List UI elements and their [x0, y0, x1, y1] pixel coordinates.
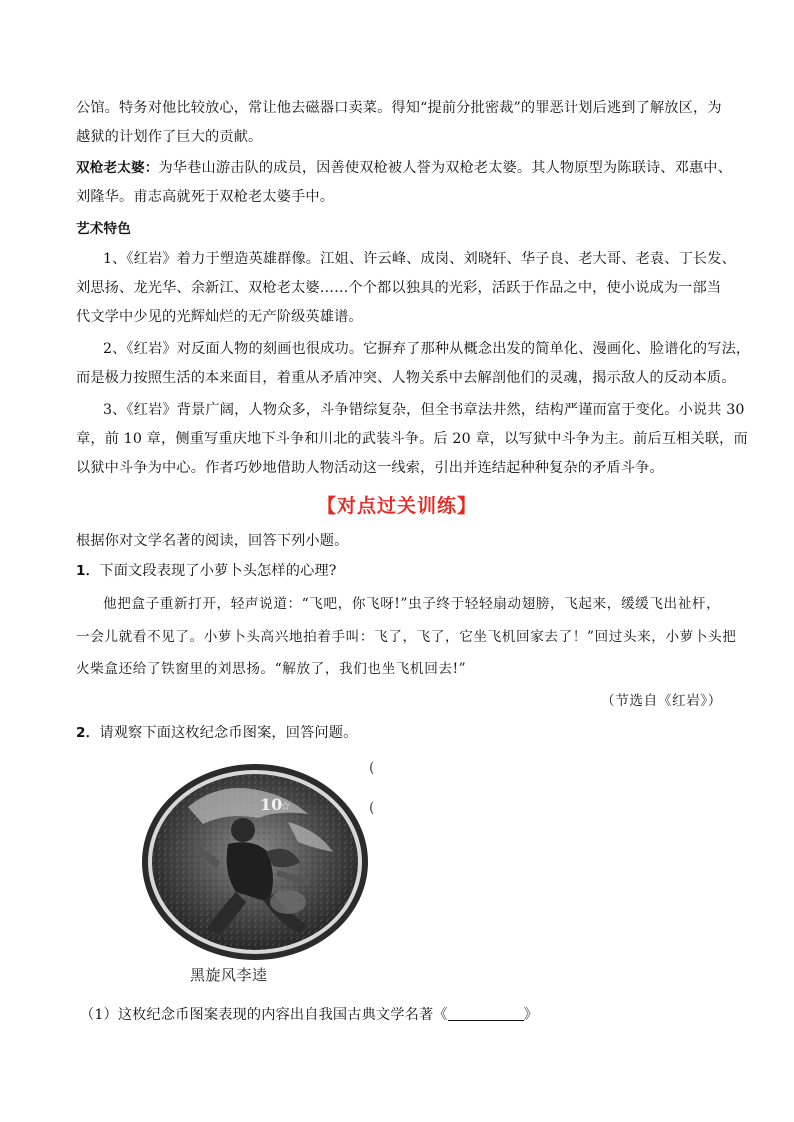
question-2	[76, 723, 357, 743]
source-citation: （节选自《红岩》）	[601, 693, 722, 709]
scan-mark: (	[369, 800, 375, 816]
paragraph-line: 公馆。特务对他比较放心，常让他去磁器口卖菜。得知“提前分批密裁”的罪恶计划后逃到了解放区，为	[76, 100, 722, 116]
paragraph-line: 章，前 10 章，侧重写重庆地下斗争和川北的武装斗争。后 20 章，以写狱中斗争为主。前后互相关联，而	[76, 431, 748, 447]
character-name: 双枪老太婆：	[76, 160, 159, 176]
section-heading: 【对点过关训练】	[316, 495, 477, 517]
paragraph-line: 刘隆华。甫志高就死于双枪老太婆手中。	[76, 189, 335, 205]
paragraph-line: 1、《红岩》着力于塑造英雄群像。江姐、许云峰、成岗、刘晓轩、华子良、老大哥、老袁、丁长发、	[103, 251, 736, 267]
paragraph-line: 刘思扬、龙光华、余新江、双枪老太婆……个个都以独具的光彩，活跃于作品之中，使小说成为一部当	[76, 280, 722, 296]
quoted-passage-line: 他把盒子重新打开，轻声说道：“飞吧，你飞呀!”虫子终于轻轻扇动翅膀，飞起来，缓缓飞出祉杆，	[103, 596, 721, 612]
character-description: 为华巷山游击队的成员，因善使双枪被人誉为双枪老太婆。其人物原型为陈联诗、邓惠中、	[158, 160, 732, 176]
subquestion-1	[80, 1005, 538, 1025]
subquestion-suffix: 》	[523, 1007, 538, 1023]
quoted-passage-line: 一会儿就看不见了。小萝卜头高兴地拍着手叫：飞了，飞了，它坐飞机回家去了！”回过头来，小萝卜头把	[76, 629, 737, 645]
scan-mark: (	[369, 760, 375, 776]
question-text: 请观察下面这枚纪念币图案，回答问题。	[99, 725, 358, 741]
commemorative-coin-image	[128, 752, 380, 992]
question-text: 下面文段表现了小萝卜头怎样的心理?	[99, 563, 337, 579]
answer-blank[interactable]	[448, 1006, 524, 1021]
paragraph-line: 以狱中斗争为中心。作者巧妙地借助人物活动这一线索，引出并连结起种种复杂的矛盾斗争。	[76, 460, 664, 476]
character-entry	[76, 158, 732, 178]
svg-text:☆: ☆	[280, 799, 291, 813]
paragraph-line: 代文学中少见的光辉灿烂的无产阶级英雄谱。	[76, 309, 363, 325]
question-number: 1．	[76, 563, 100, 579]
paragraph-line: 而是极力按照生活的本来面目，着重从矛盾冲突、人物关系中去解剖他们的灵魂，揭示敌人的反动本质。	[76, 370, 736, 386]
subquestion-text: （1）这枚纪念币图案表现的内容出自我国古典文学名著《	[80, 1007, 448, 1023]
question-number: 2．	[76, 725, 100, 741]
intro-text: 根据你对文学名著的阅读，回答下列小题。	[76, 533, 349, 549]
paragraph-line: 2、《红岩》对反面人物的刻画也很成功。它摒弃了那种从概念出发的简单化、漫画化、脸谱化的写法，	[103, 341, 751, 357]
coin-caption: 黑旋风李逵	[190, 966, 268, 984]
paragraph-line: 越狱的计划作了巨大的贡献。	[76, 129, 263, 145]
coin-value: 10	[260, 795, 283, 814]
question-1	[76, 561, 337, 581]
quoted-passage-line: 火柴盒还给了铁窗里的刘思扬。“解放了，我们也坐飞机回去!”	[76, 661, 467, 677]
section-subtitle: 艺术特色	[76, 221, 131, 237]
paragraph-line: 3、《红岩》背景广阔，人物众多，斗争错综复杂，但全书章法井然，结构严谨而富于变化。小说共 30	[103, 402, 745, 418]
